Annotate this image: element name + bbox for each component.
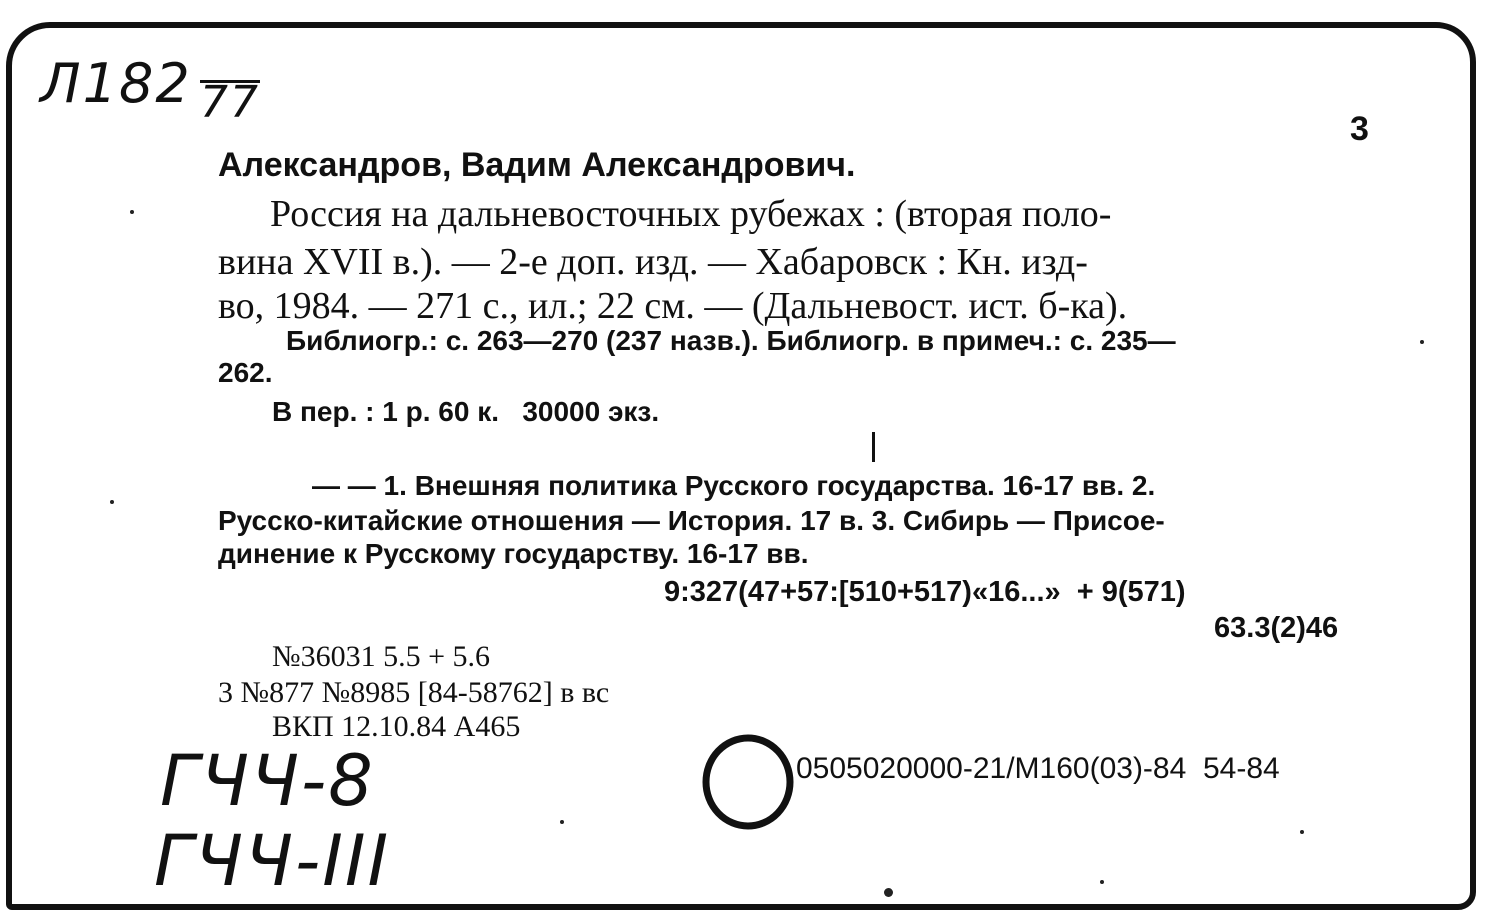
title-line-2: вина XVII в.). — 2-е доп. изд. — Хабаровск : Кн. изд-: [218, 241, 1088, 283]
title-line-1: Россия на дальневосточных рубежах : (вторая поло-: [270, 193, 1112, 235]
handwritten-note-1: ГЧЧ-8: [160, 740, 375, 822]
subjects-line-2: Русско-китайские отношения — История. 17 в. 3. Сибирь — Присое-: [218, 505, 1165, 536]
handwritten-call-number: Л182: [40, 52, 192, 115]
subjects-line-1: — — 1. Внешняя политика Русского государства. 16-17 вв. 2.: [312, 470, 1156, 501]
pencil-mark: [872, 432, 875, 462]
bibliography-note-line-2: 262.: [218, 357, 273, 388]
card-number: 3: [1350, 110, 1369, 148]
ink-speck: [1100, 880, 1104, 884]
registry-line-3: ВКП 12.10.84 А465: [272, 710, 521, 743]
ink-speck: [560, 820, 564, 824]
registry-line-1: №36031 5.5 + 5.6: [272, 640, 491, 673]
ink-speck: [1420, 340, 1424, 344]
classification-udc: 9:327(47+57:[510+517)«16...» + 9(571): [664, 576, 1186, 608]
price-line: В пер. : 1 р. 60 к. 30000 экз.: [272, 396, 660, 427]
ink-speck: [1300, 830, 1304, 834]
circle-stamp-icon: [700, 732, 796, 832]
ink-speck: [110, 500, 114, 504]
handwritten-call-number-suffix: 77: [200, 77, 260, 128]
handwritten-note-2: ГЧЧ-III: [154, 820, 391, 902]
ink-speck: [130, 210, 134, 214]
publication-code: 0505020000-21/М160(03)-84 54-84: [796, 752, 1280, 785]
title-line-3: во, 1984. — 271 с., ил.; 22 см. — (Дальневост. ист. б-ка).: [218, 285, 1128, 327]
classification-bbk: 63.3(2)46: [1214, 612, 1339, 644]
subjects-line-3: динение к Русскому государству. 16-17 вв.: [218, 538, 809, 569]
ink-speck: [884, 888, 893, 897]
registry-line-2: 3 №877 №8985 [84-58762] в вс: [218, 676, 610, 709]
author-heading: Александров, Вадим Александрович.: [218, 146, 856, 184]
bibliography-note-line-1: Библиогр.: с. 263—270 (237 назв.). Библиогр. в примеч.: с. 235—: [286, 325, 1176, 356]
